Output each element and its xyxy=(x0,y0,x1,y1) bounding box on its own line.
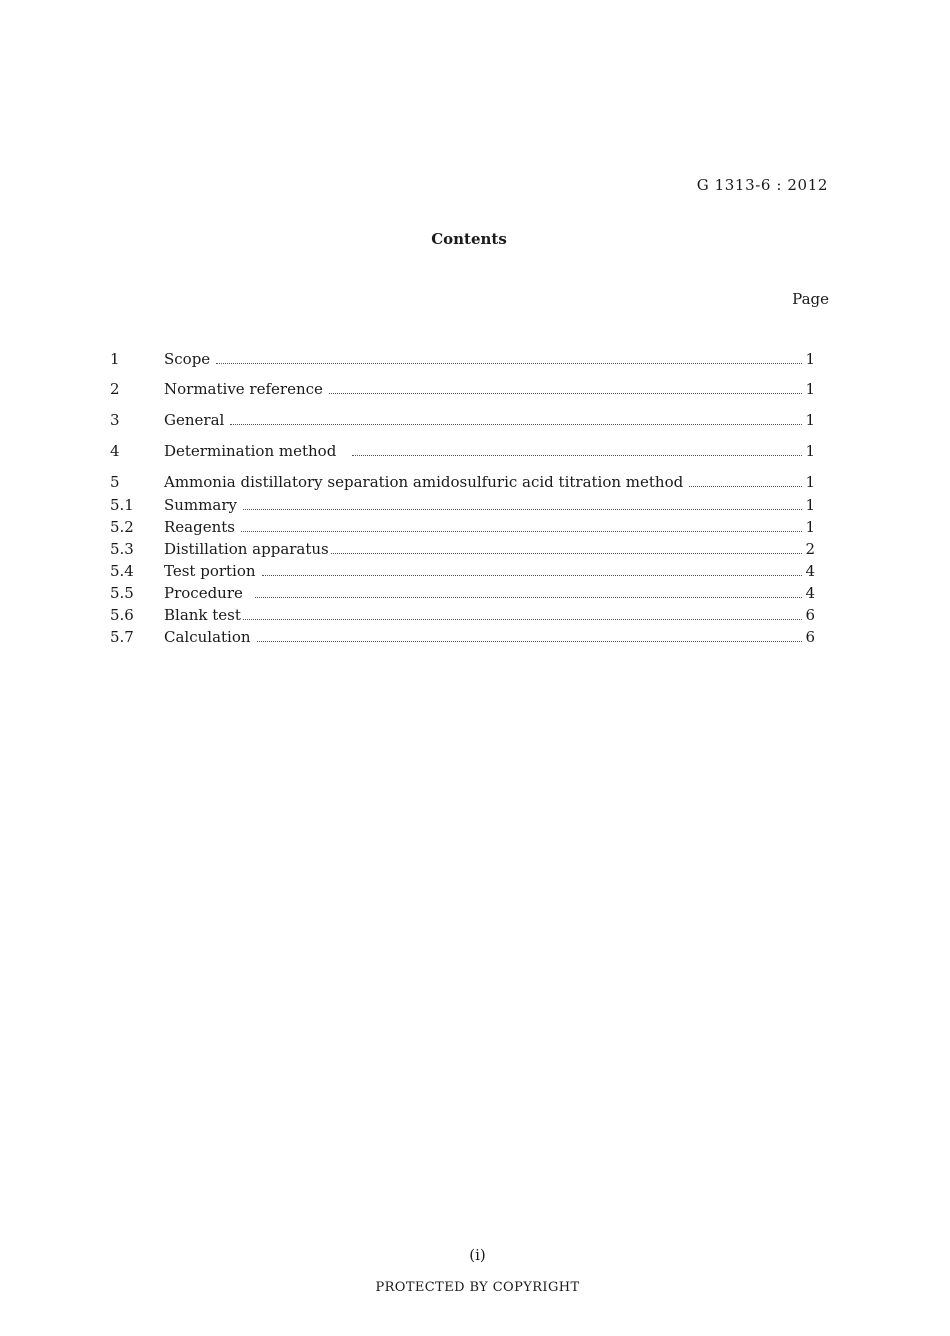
toc-entry-test-portion[interactable] xyxy=(110,562,815,584)
toc-entry-page: 1 xyxy=(805,473,815,491)
toc-entry-ammonia-method[interactable] xyxy=(110,473,815,496)
toc-entry-page: 6 xyxy=(805,606,815,624)
toc-entry-page: 1 xyxy=(805,442,815,460)
toc-entry-title: Ammonia distillatory separation amidosulfuric acid titration method xyxy=(164,473,684,491)
toc-entry-title: Normative reference xyxy=(164,380,323,398)
dot-leader xyxy=(331,553,802,554)
toc-entry-page: 1 xyxy=(805,411,815,429)
toc-entry-number: 5.3 xyxy=(110,540,134,558)
toc-entry-title: Summary xyxy=(164,496,237,514)
toc-entry-number: 5.1 xyxy=(110,496,134,514)
toc-entry-number: 1 xyxy=(110,350,120,368)
toc-entry-page: 1 xyxy=(805,496,815,514)
toc-entry-number: 5 xyxy=(110,473,120,491)
table-of-contents xyxy=(110,350,815,650)
toc-entry-page: 4 xyxy=(805,584,815,602)
toc-entry-title: General xyxy=(164,411,225,429)
toc-entry-page: 1 xyxy=(805,518,815,536)
toc-entry-number: 5.6 xyxy=(110,606,134,624)
toc-entry-procedure[interactable] xyxy=(110,584,815,606)
dot-leader xyxy=(257,641,802,642)
toc-entry-distillation-apparatus[interactable] xyxy=(110,540,815,562)
toc-entry-calculation[interactable] xyxy=(110,628,815,650)
dot-leader xyxy=(262,575,802,576)
dot-leader xyxy=(352,455,802,456)
toc-entry-number: 5.5 xyxy=(110,584,134,602)
toc-entry-title: Blank test xyxy=(164,606,241,624)
dot-leader xyxy=(243,509,802,510)
toc-entry-title: Determination method xyxy=(164,442,337,460)
toc-entry-title: Test portion xyxy=(164,562,256,580)
toc-entry-page: 6 xyxy=(805,628,815,646)
toc-entry-scope[interactable] xyxy=(110,350,815,380)
copyright-notice: PROTECTED BY COPYRIGHT xyxy=(375,1280,580,1295)
dot-leader xyxy=(243,619,802,620)
toc-entry-number: 5.7 xyxy=(110,628,134,646)
toc-entry-general[interactable] xyxy=(110,411,815,442)
page-column-heading: Page xyxy=(792,290,829,308)
toc-entry-number: 5.2 xyxy=(110,518,134,536)
footer-page-number: (i) xyxy=(469,1246,486,1264)
toc-entry-page: 1 xyxy=(805,380,815,398)
toc-entry-title: Calculation xyxy=(164,628,251,646)
toc-entry-normative-reference[interactable] xyxy=(110,380,815,411)
toc-entry-title: Reagents xyxy=(164,518,235,536)
toc-entry-number: 3 xyxy=(110,411,120,429)
toc-entry-title: Distillation apparatus xyxy=(164,540,329,558)
dot-leader xyxy=(230,424,802,425)
toc-entry-page: 4 xyxy=(805,562,815,580)
dot-leader xyxy=(689,486,802,487)
toc-entry-page: 2 xyxy=(805,540,815,558)
dot-leader xyxy=(216,363,802,364)
toc-entry-number: 4 xyxy=(110,442,120,460)
toc-entry-reagents[interactable] xyxy=(110,518,815,540)
toc-entry-blank-test[interactable] xyxy=(110,606,815,628)
toc-entry-number: 2 xyxy=(110,380,120,398)
standard-number: G 1313-6 : 2012 xyxy=(696,176,828,194)
dot-leader xyxy=(329,393,802,394)
toc-entry-number: 5.4 xyxy=(110,562,134,580)
toc-entry-title: Procedure xyxy=(164,584,243,602)
toc-entry-summary[interactable] xyxy=(110,496,815,518)
dot-leader xyxy=(241,531,802,532)
page-title: Contents xyxy=(431,230,507,248)
toc-entry-page: 1 xyxy=(805,350,815,368)
toc-entry-title: Scope xyxy=(164,350,211,368)
dot-leader xyxy=(255,597,802,598)
toc-entry-determination-method[interactable] xyxy=(110,442,815,473)
